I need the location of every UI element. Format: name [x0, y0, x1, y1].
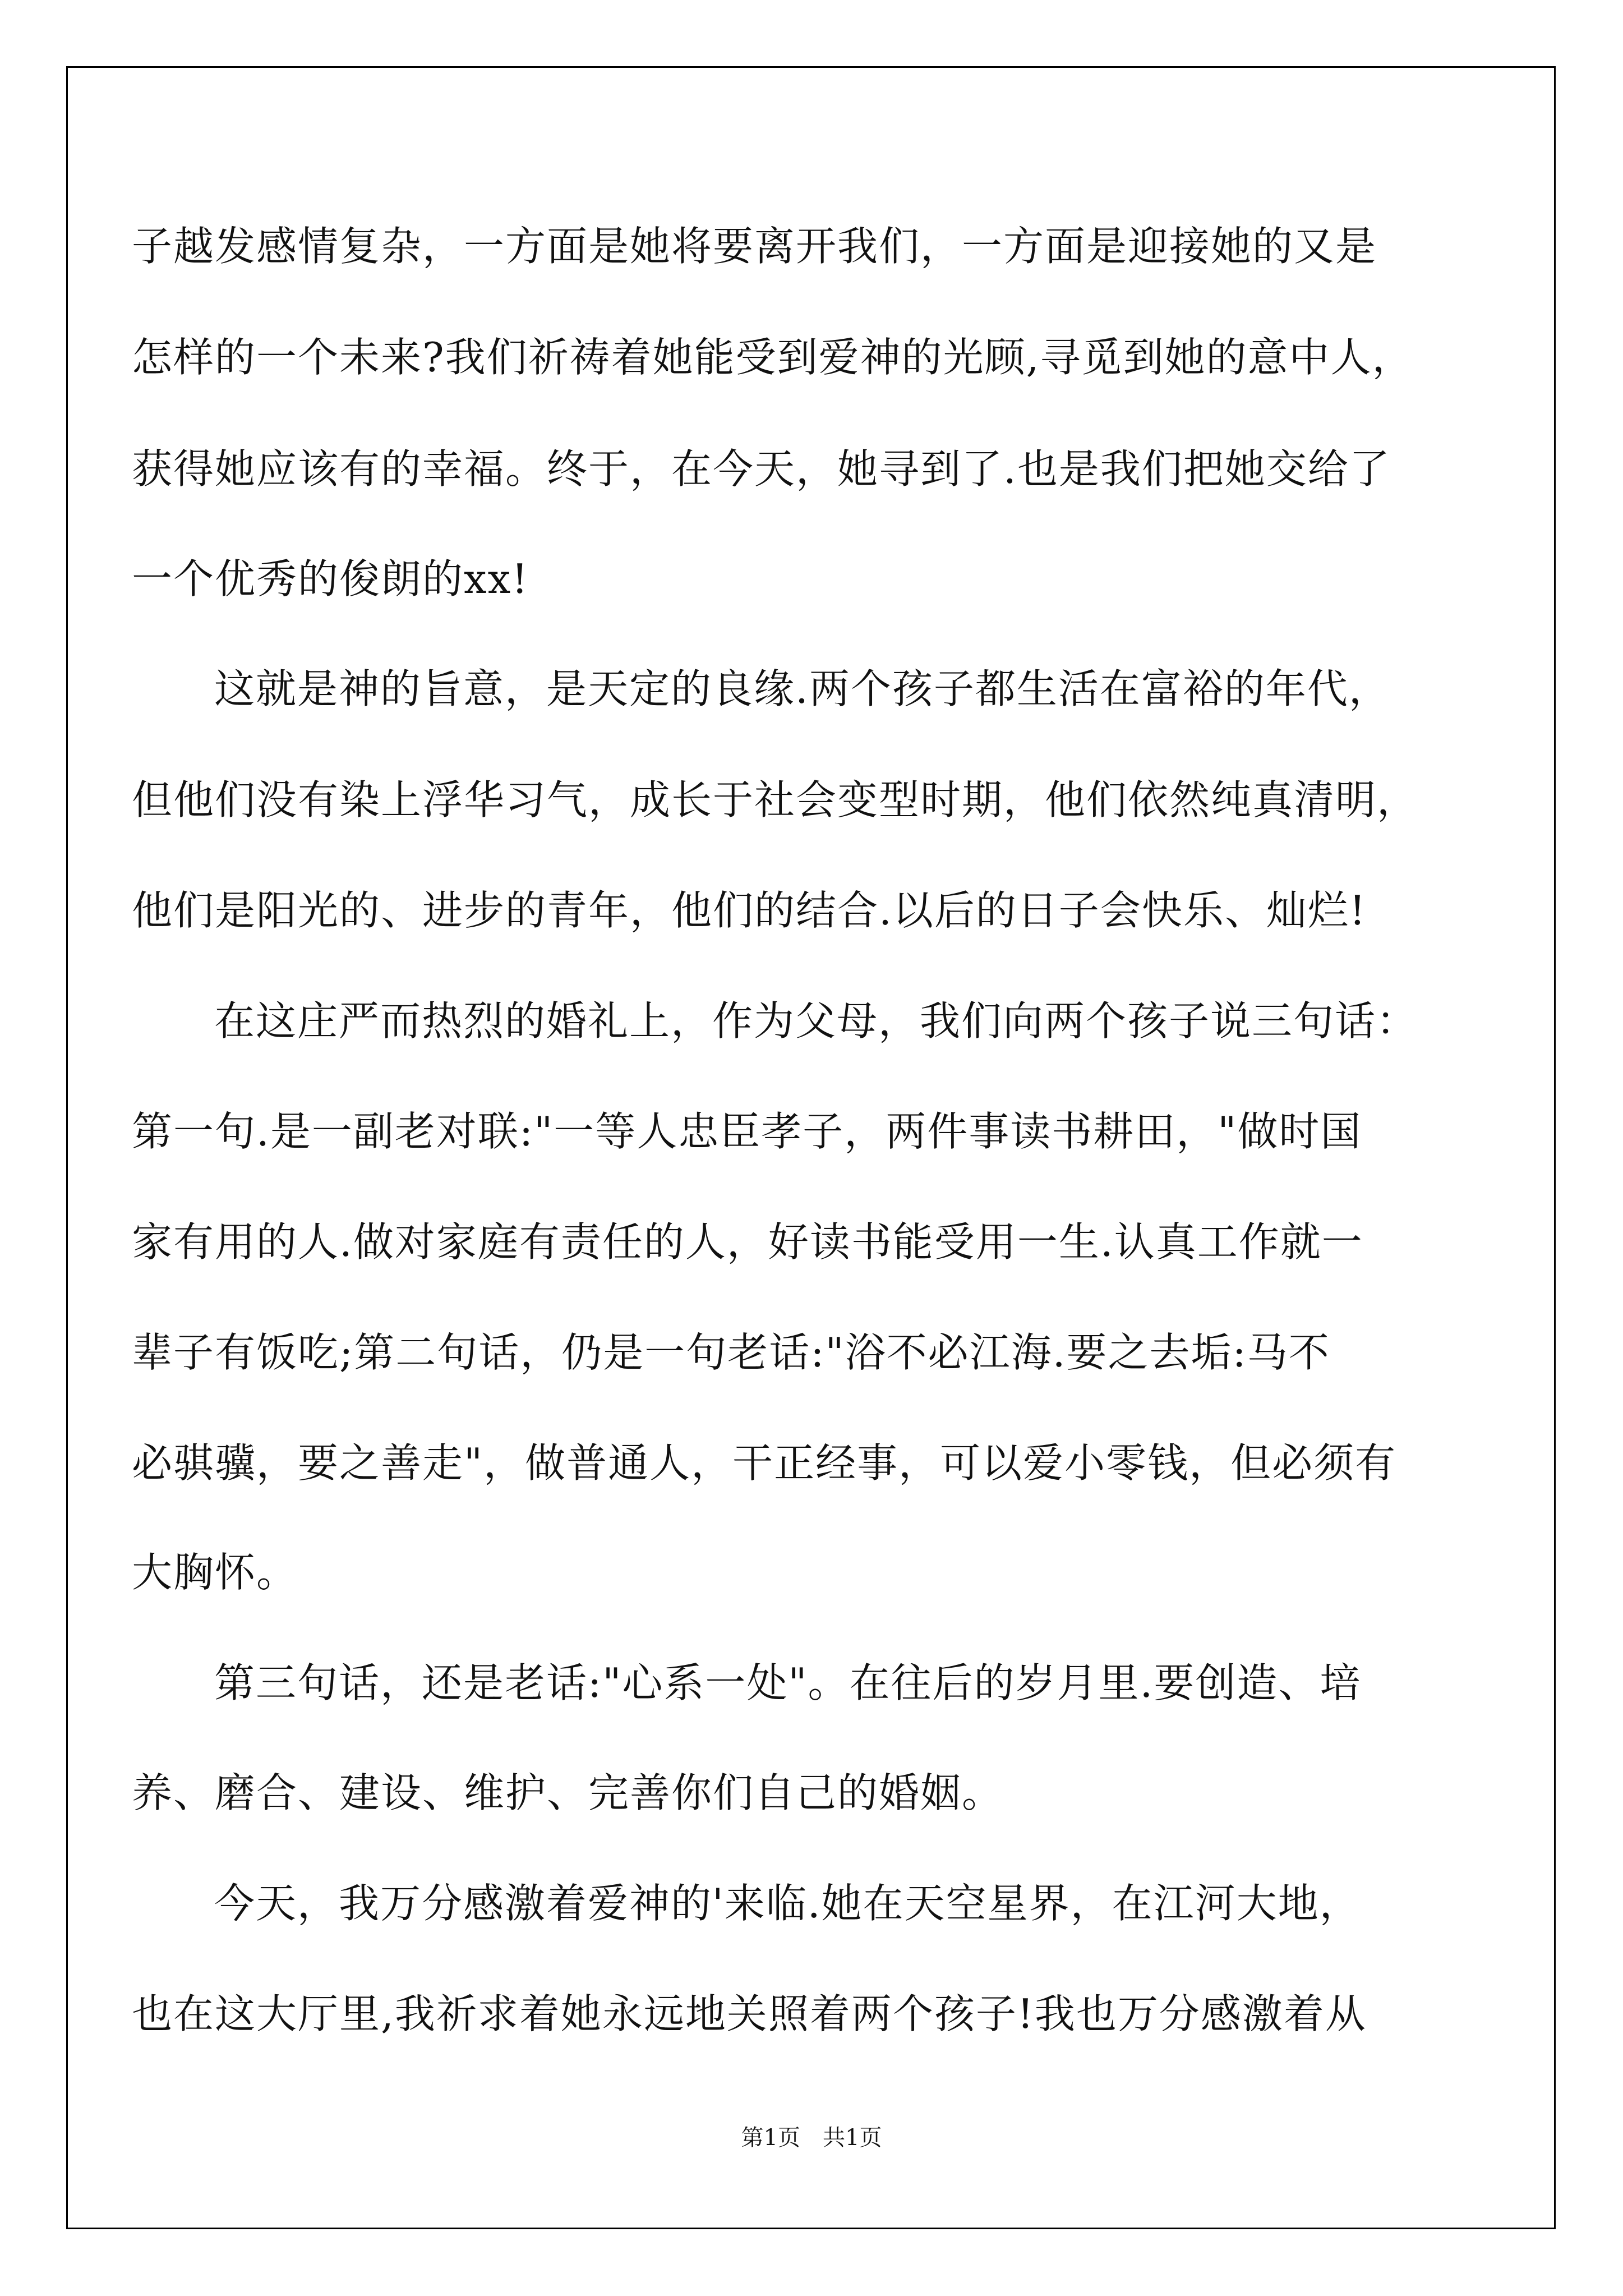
text-line: 也在这大厅里,我祈求着她永远地关照着两个孩子!我也万分感激着从	[132, 1990, 1367, 2037]
text-line: 在这庄严而热烈的婚礼上，作为父母，我们向两个孩子说三句话：	[214, 997, 1418, 1045]
text-line: 必骐骥，要之善走"，做普通人，干正经事，可以爱小零钱，但必须有	[132, 1439, 1397, 1487]
text-line: 子越发感情复杂，一方面是她将要离开我们，一方面是迎接她的又是	[132, 223, 1377, 270]
text-line: 一个优秀的俊朗的xx!	[132, 555, 529, 602]
text-line: 辈子有饭吃;第二句话，仍是一句老话:"浴不必江海.要之去垢:马不	[132, 1329, 1330, 1376]
text-line: 但他们没有染上浮华习气，成长于社会变型时期，他们依然纯真清明，	[132, 776, 1419, 823]
text-line: 今天，我万分感激着爱神的'来临.她在天空星界，在江河大地，	[214, 1880, 1361, 1927]
text-line: 家有用的人.做对家庭有责任的人，好读书能受用一生.认真工作就一	[132, 1218, 1363, 1266]
text-line: 第三句话，还是老话:"心系一处"。在往后的岁月里.要创造、培	[214, 1659, 1362, 1706]
text-line: 养、磨合、建设、维护、完善你们自己的婚姻。	[132, 1769, 1004, 1816]
text-line: 怎样的一个未来?我们祈祷着她能受到爱神的光顾,寻觅到她的意中人，	[132, 334, 1414, 381]
text-line: 第一句.是一副老对联:"一等人忠臣孝子，两件事读书耕田，"做时国	[132, 1108, 1362, 1155]
text-line: 获得她应该有的幸福。终于，在今天，她寻到了.也是我们把她交给了	[132, 445, 1391, 493]
page-number-footer: 第1页 共1页	[741, 2125, 882, 2151]
text-line: 大胸怀。	[132, 1549, 298, 1596]
text-line: 这就是神的旨意，是天定的良缘.两个孩子都生活在富裕的年代，	[214, 665, 1390, 712]
text-line: 他们是阳光的、进步的青年，他们的结合.以后的日子会快乐、灿烂!	[132, 887, 1367, 934]
